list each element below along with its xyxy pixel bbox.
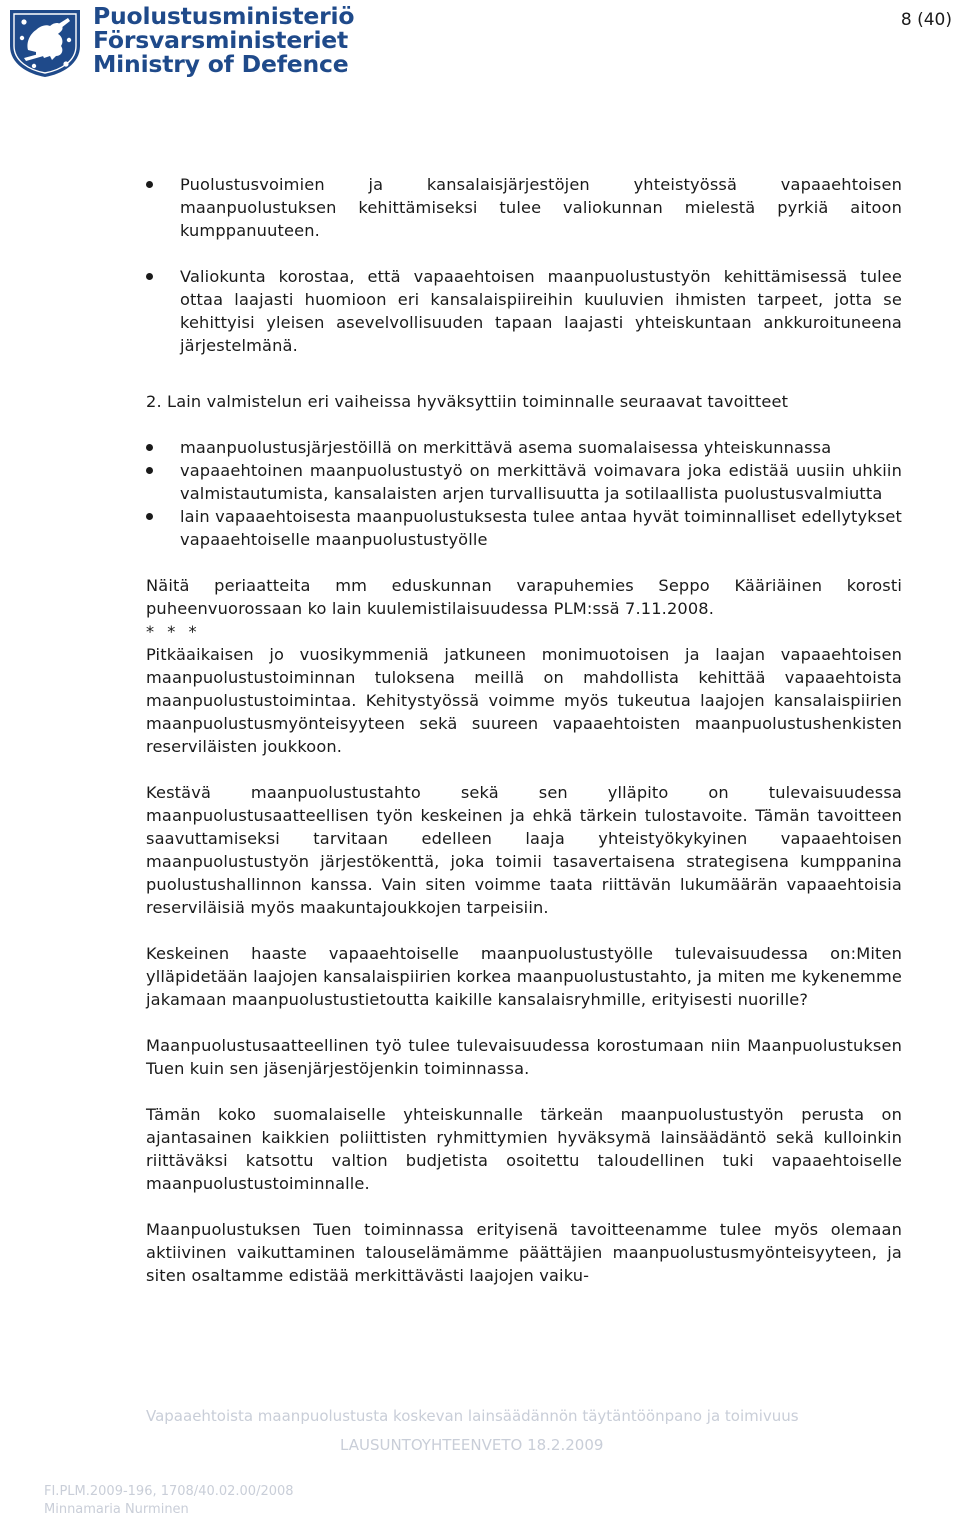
- list-item: lain vapaaehtoisesta maanpuolustuksesta tulee antaa hyvät toiminnalliset edellytykset vapaaehtoiselle maanpuolustustyölle: [146, 505, 902, 551]
- finnish-lion-coat-of-arms-icon: [6, 6, 84, 78]
- list-item: maanpuolustusjärjestöillä on merkittävä asema suomalaisessa yhteiskunnassa: [146, 436, 902, 459]
- page-header: [0, 0, 960, 90]
- committee-points-list: [146, 173, 902, 357]
- footer-subtitle: LAUSUNTOYHTEENVETO 18.2.2009: [340, 1436, 604, 1454]
- list-item: Puolustusvoimien ja kansalaisjärjestöjen yhteistyössä vapaaehtoisen maanpuolustuksen kehittämiseksi tulee valiokunnan mielestä pyrkiä aitoon kumppanuuteen.: [146, 173, 902, 242]
- list-item: Valiokunta korostaa, että vapaaehtoisen maanpuolustustyön kehittämisessä tulee ottaa laajasti huomioon eri kansalaispiireihin kuuluvien ihmisten tarpeet, jotta se kehittyisi yleisen asevelvollisuuden tapaan laajasti yhteiskuntaan ankkuroituneena järjestelmänä.: [146, 265, 902, 357]
- paragraph: Näitä periaatteita mm eduskunnan varapuhemies Seppo Kääriäinen korosti puheenvuorossaan ko lain kuulemistilaisuudessa PLM:ssä 7.11.2008.: [146, 576, 902, 618]
- ministry-names: [93, 4, 354, 76]
- paragraph: Kestävä maanpuolustustahto sekä sen ylläpito on tulevaisuudessa maanpuolustusaatteellisen työn keskeinen ja ehkä tärkein tulostavoite. Tämän tavoitteen saavuttamiseksi tarvitaan edelleen laaja yhteistyökykyinen vapaaehtoisen maanpuolustustyön järjestökenttä, joka toimii tasavertaisena strategisena kumppanina puolustushallinnon kanssa. Vain siten voimme taata riittävän lukumäärän vapaaehtoisia reserviläisiä myös maakuntajoukkojen tarpeisiin.: [146, 783, 902, 917]
- paragraph: Maanpuolustusaatteellinen työ tulee tulevaisuudessa korostumaan niin Maanpuolustuksen Tuen kuin sen jäsenjärjestöjenkin toiminnassa.: [146, 1036, 902, 1078]
- footer-title: Vapaaehtoista maanpuolustusta koskevan lainsäädännön täytäntöönpano ja toimivuus: [146, 1407, 799, 1425]
- ministry-name-swedish: Försvarsministeriet: [93, 26, 349, 54]
- ministry-name-english: Ministry of Defence: [93, 50, 349, 78]
- list-item: vapaaehtoinen maanpuolustustyö on merkittävä voimavara joka edistää uusiin uhkiin valmistautumista, kansalaisten arjen turvallisuutta ja sotilaallista puolustusvalmiutta: [146, 459, 902, 505]
- page-number: 8 (40): [900, 10, 952, 30]
- footer-author: Minnamaria Nurminen: [44, 1502, 189, 1517]
- objectives-list: [146, 436, 902, 551]
- ministry-name-finnish: Puolustusministeriö: [93, 2, 355, 30]
- section-heading: 2. Lain valmistelun eri vaiheissa hyväksyttiin toiminnalle seuraavat tavoitteet: [146, 392, 789, 411]
- paragraph: Keskeinen haaste vapaaehtoiselle maanpuolustustyölle tulevaisuudessa on:Miten ylläpidetään laajojen kansalaispiirien korkea maanpuolustustahto, ja miten me kykenemme jakamaan maanpuolustustietoutta kaikille kansalaisryhmille, erityisesti nuorille?: [146, 944, 902, 1009]
- paragraph: Pitkäaikaisen jo vuosikymmeniä jatkuneen monimuotoisen ja laajan vapaaehtoisen maanpuolustustoiminnan tuloksena meillä on mahdollista kehittää vapaaehtoista maanpuolustustoimintaa. Kehitystyössä voimme myös tukeutua laajojen kansalaispiirien maanpuolustusmyönteisyyteen sekä suureen vapaaehtoisten maanpuolustushenkisten reserviläisten joukkoon.: [146, 645, 902, 756]
- document-body: [146, 173, 902, 1287]
- footer-document-ref: FI.PLM.2009-196, 1708/40.02.00/2008: [44, 1484, 294, 1499]
- paragraph: Tämän koko suomalaiselle yhteiskunnalle tärkeän maanpuolustustyön perusta on ajantasainen kaikkien poliittisten ryhmittymien hyväksymä lainsäädäntö sekä kulloinkin riittäväksi katsottu valtion budjetista osoitettu taloudellinen tuki vapaaehtoiselle maanpuolustustoiminnalle.: [146, 1105, 902, 1193]
- paragraph: Maanpuolustuksen Tuen toiminnassa erityisenä tavoitteenamme tulee myös olemaan aktiivinen vaikuttaminen talouselämämme päättäjien maanpuolustusmyönteisyyteen, ja siten osaltamme edistää merkittävästi laajojen vaiku-: [146, 1220, 902, 1285]
- section-separator: * * *: [146, 622, 201, 641]
